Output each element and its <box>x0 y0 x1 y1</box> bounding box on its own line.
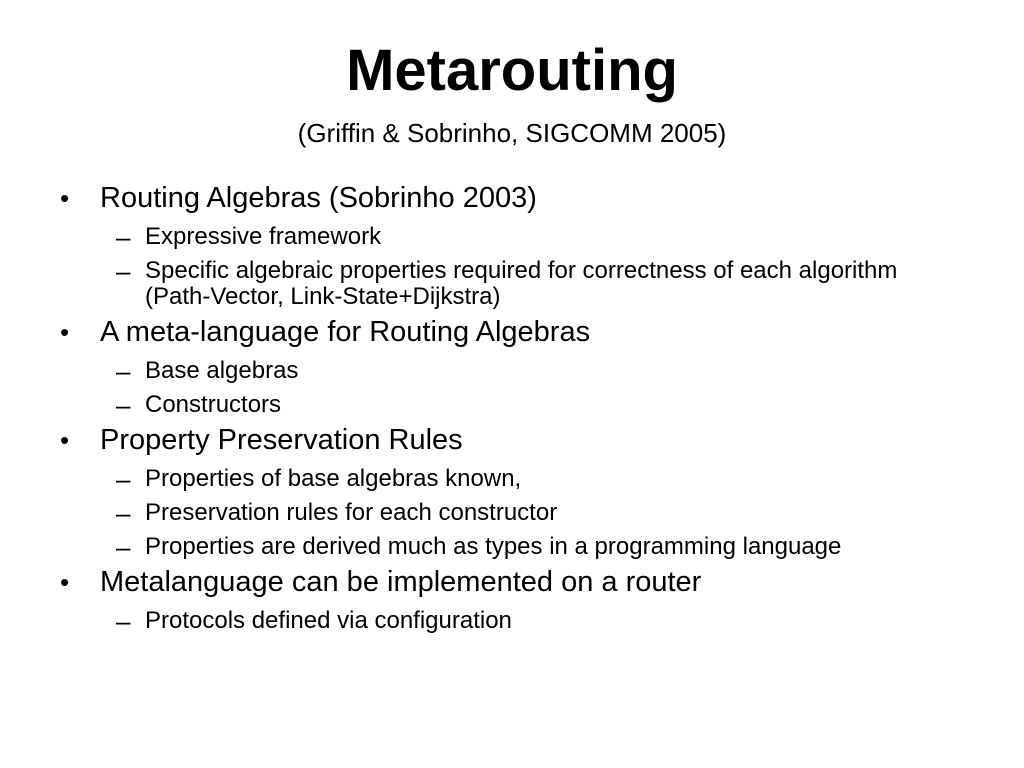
sub-bullet-marker: – <box>116 256 131 286</box>
sub-bullet-marker: – <box>116 606 131 636</box>
bullet-marker: • <box>60 425 70 455</box>
sub-bullet-marker: – <box>116 532 131 562</box>
sub-bullet-item <box>100 358 956 384</box>
bullet-text: A meta-language for Routing Algebras <box>100 316 591 348</box>
sub-bullet-list <box>100 358 956 418</box>
sub-bullet-marker: – <box>116 464 131 494</box>
sub-bullet-text: Expressive framework <box>145 223 382 250</box>
sub-bullet-marker: – <box>116 390 131 420</box>
sub-bullet-item <box>100 258 956 310</box>
slide-title: Metarouting <box>346 38 678 103</box>
bullet-marker: • <box>60 567 70 597</box>
sub-bullet-text: Specific algebraic properties required for correctness of each algorithm (Path-Vector, Link-State+Dijkstra) <box>145 257 898 310</box>
bullet-item <box>56 564 956 634</box>
sub-bullet-item <box>100 224 956 250</box>
sub-bullet-marker: – <box>116 356 131 386</box>
sub-bullet-marker: – <box>116 498 131 528</box>
bullet-list <box>56 180 956 638</box>
bullet-item <box>56 422 956 560</box>
bullet-marker: • <box>60 183 70 213</box>
sub-bullet-text: Properties of base algebras known, <box>145 465 522 492</box>
bullet-item <box>56 180 956 310</box>
bullet-item <box>56 314 956 418</box>
sub-bullet-list <box>100 466 956 560</box>
sub-bullet-marker: – <box>116 222 131 252</box>
sub-bullet-text: Base algebras <box>145 357 299 384</box>
sub-bullet-text: Constructors <box>145 391 282 418</box>
sub-bullet-item <box>100 392 956 418</box>
slide-subtitle: (Griffin & Sobrinho, SIGCOMM 2005) <box>297 118 727 148</box>
sub-bullet-text: Preservation rules for each constructor <box>145 499 558 526</box>
bullet-marker: • <box>60 317 70 347</box>
sub-bullet-item <box>100 466 956 492</box>
sub-bullet-item <box>100 534 956 560</box>
bullet-text: Routing Algebras (Sobrinho 2003) <box>100 182 537 214</box>
bullet-text: Property Preservation Rules <box>100 424 463 456</box>
sub-bullet-list <box>100 608 956 634</box>
sub-bullet-item <box>100 608 956 634</box>
sub-bullet-item <box>100 500 956 526</box>
sub-bullet-text: Properties are derived much as types in a programming language <box>145 533 842 560</box>
bullet-text: Metalanguage can be implemented on a router <box>100 566 702 598</box>
sub-bullet-list <box>100 224 956 310</box>
sub-bullet-text: Protocols defined via configuration <box>145 607 512 634</box>
